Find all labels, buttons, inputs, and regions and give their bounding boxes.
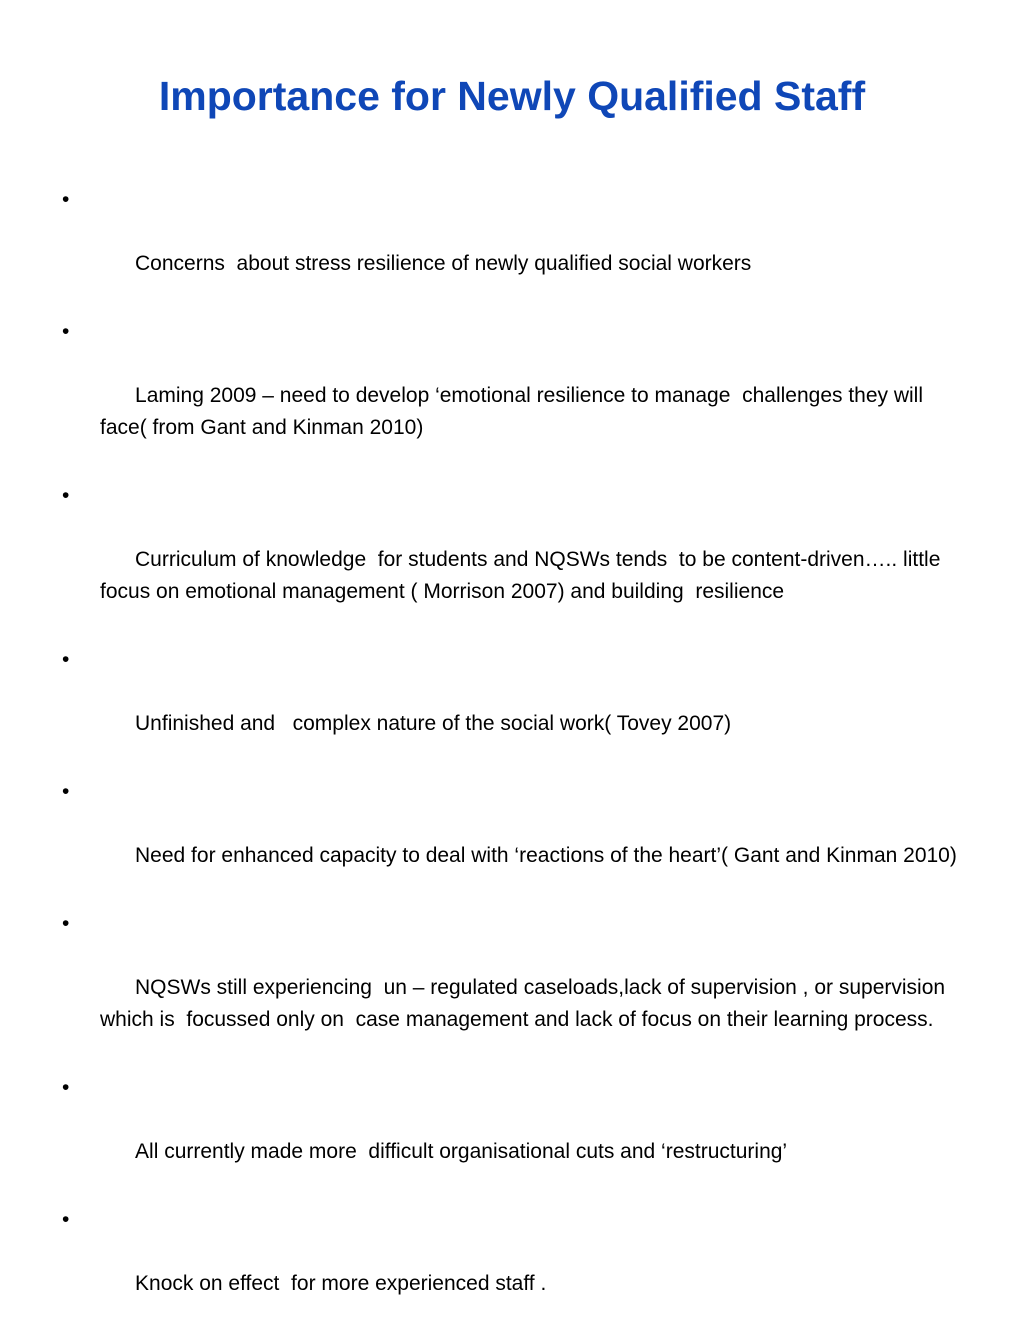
bullet-dot-icon: • xyxy=(62,320,70,343)
bullet-item xyxy=(62,776,972,904)
bullet-item xyxy=(62,316,972,476)
bullet-item xyxy=(62,1072,972,1200)
bullet-item xyxy=(62,1204,972,1332)
bullet-dot-icon: • xyxy=(62,1076,70,1099)
bullet-list xyxy=(62,184,972,1336)
bullet-dot-icon: • xyxy=(62,1208,70,1231)
bullet-text: Concerns about stress resilience of newly qualified social workers xyxy=(135,252,752,275)
bullet-text: NQSWs still experiencing un – regulated caseloads,lack of supervision , or supervision which is focussed only on case management and lack of focus on their learning process. xyxy=(100,976,951,1031)
bullet-text: Laming 2009 – need to develop ‘emotional resilience to manage challenges they will face( from Gant and Kinman 2010) xyxy=(100,384,929,439)
slide-title: Importance for Newly Qualified Staff xyxy=(158,73,866,119)
bullet-item xyxy=(62,908,972,1068)
bullet-dot-icon: • xyxy=(62,912,70,935)
bullet-text: Knock on effect for more experienced staff . xyxy=(135,1272,547,1295)
bullet-dot-icon: • xyxy=(62,648,70,671)
bullet-item xyxy=(62,480,972,640)
bullet-item xyxy=(62,184,972,312)
bullet-item xyxy=(62,644,972,772)
bullet-text: Unfinished and complex nature of the social work( Tovey 2007) xyxy=(135,712,732,735)
bullet-dot-icon: • xyxy=(62,780,70,803)
bullet-dot-icon: • xyxy=(62,188,70,211)
bullet-dot-icon: • xyxy=(62,484,70,507)
bullet-text: Curriculum of knowledge for students and NQSWs tends to be content-driven….. little focus on emotional management ( Morrison 2007) and building resilience xyxy=(100,548,947,603)
bullet-text: All currently made more difficult organisational cuts and ‘restructuring’ xyxy=(135,1140,788,1163)
bullet-text: Need for enhanced capacity to deal with ‘reactions of the heart’( Gant and Kinman 2010) xyxy=(135,844,957,867)
